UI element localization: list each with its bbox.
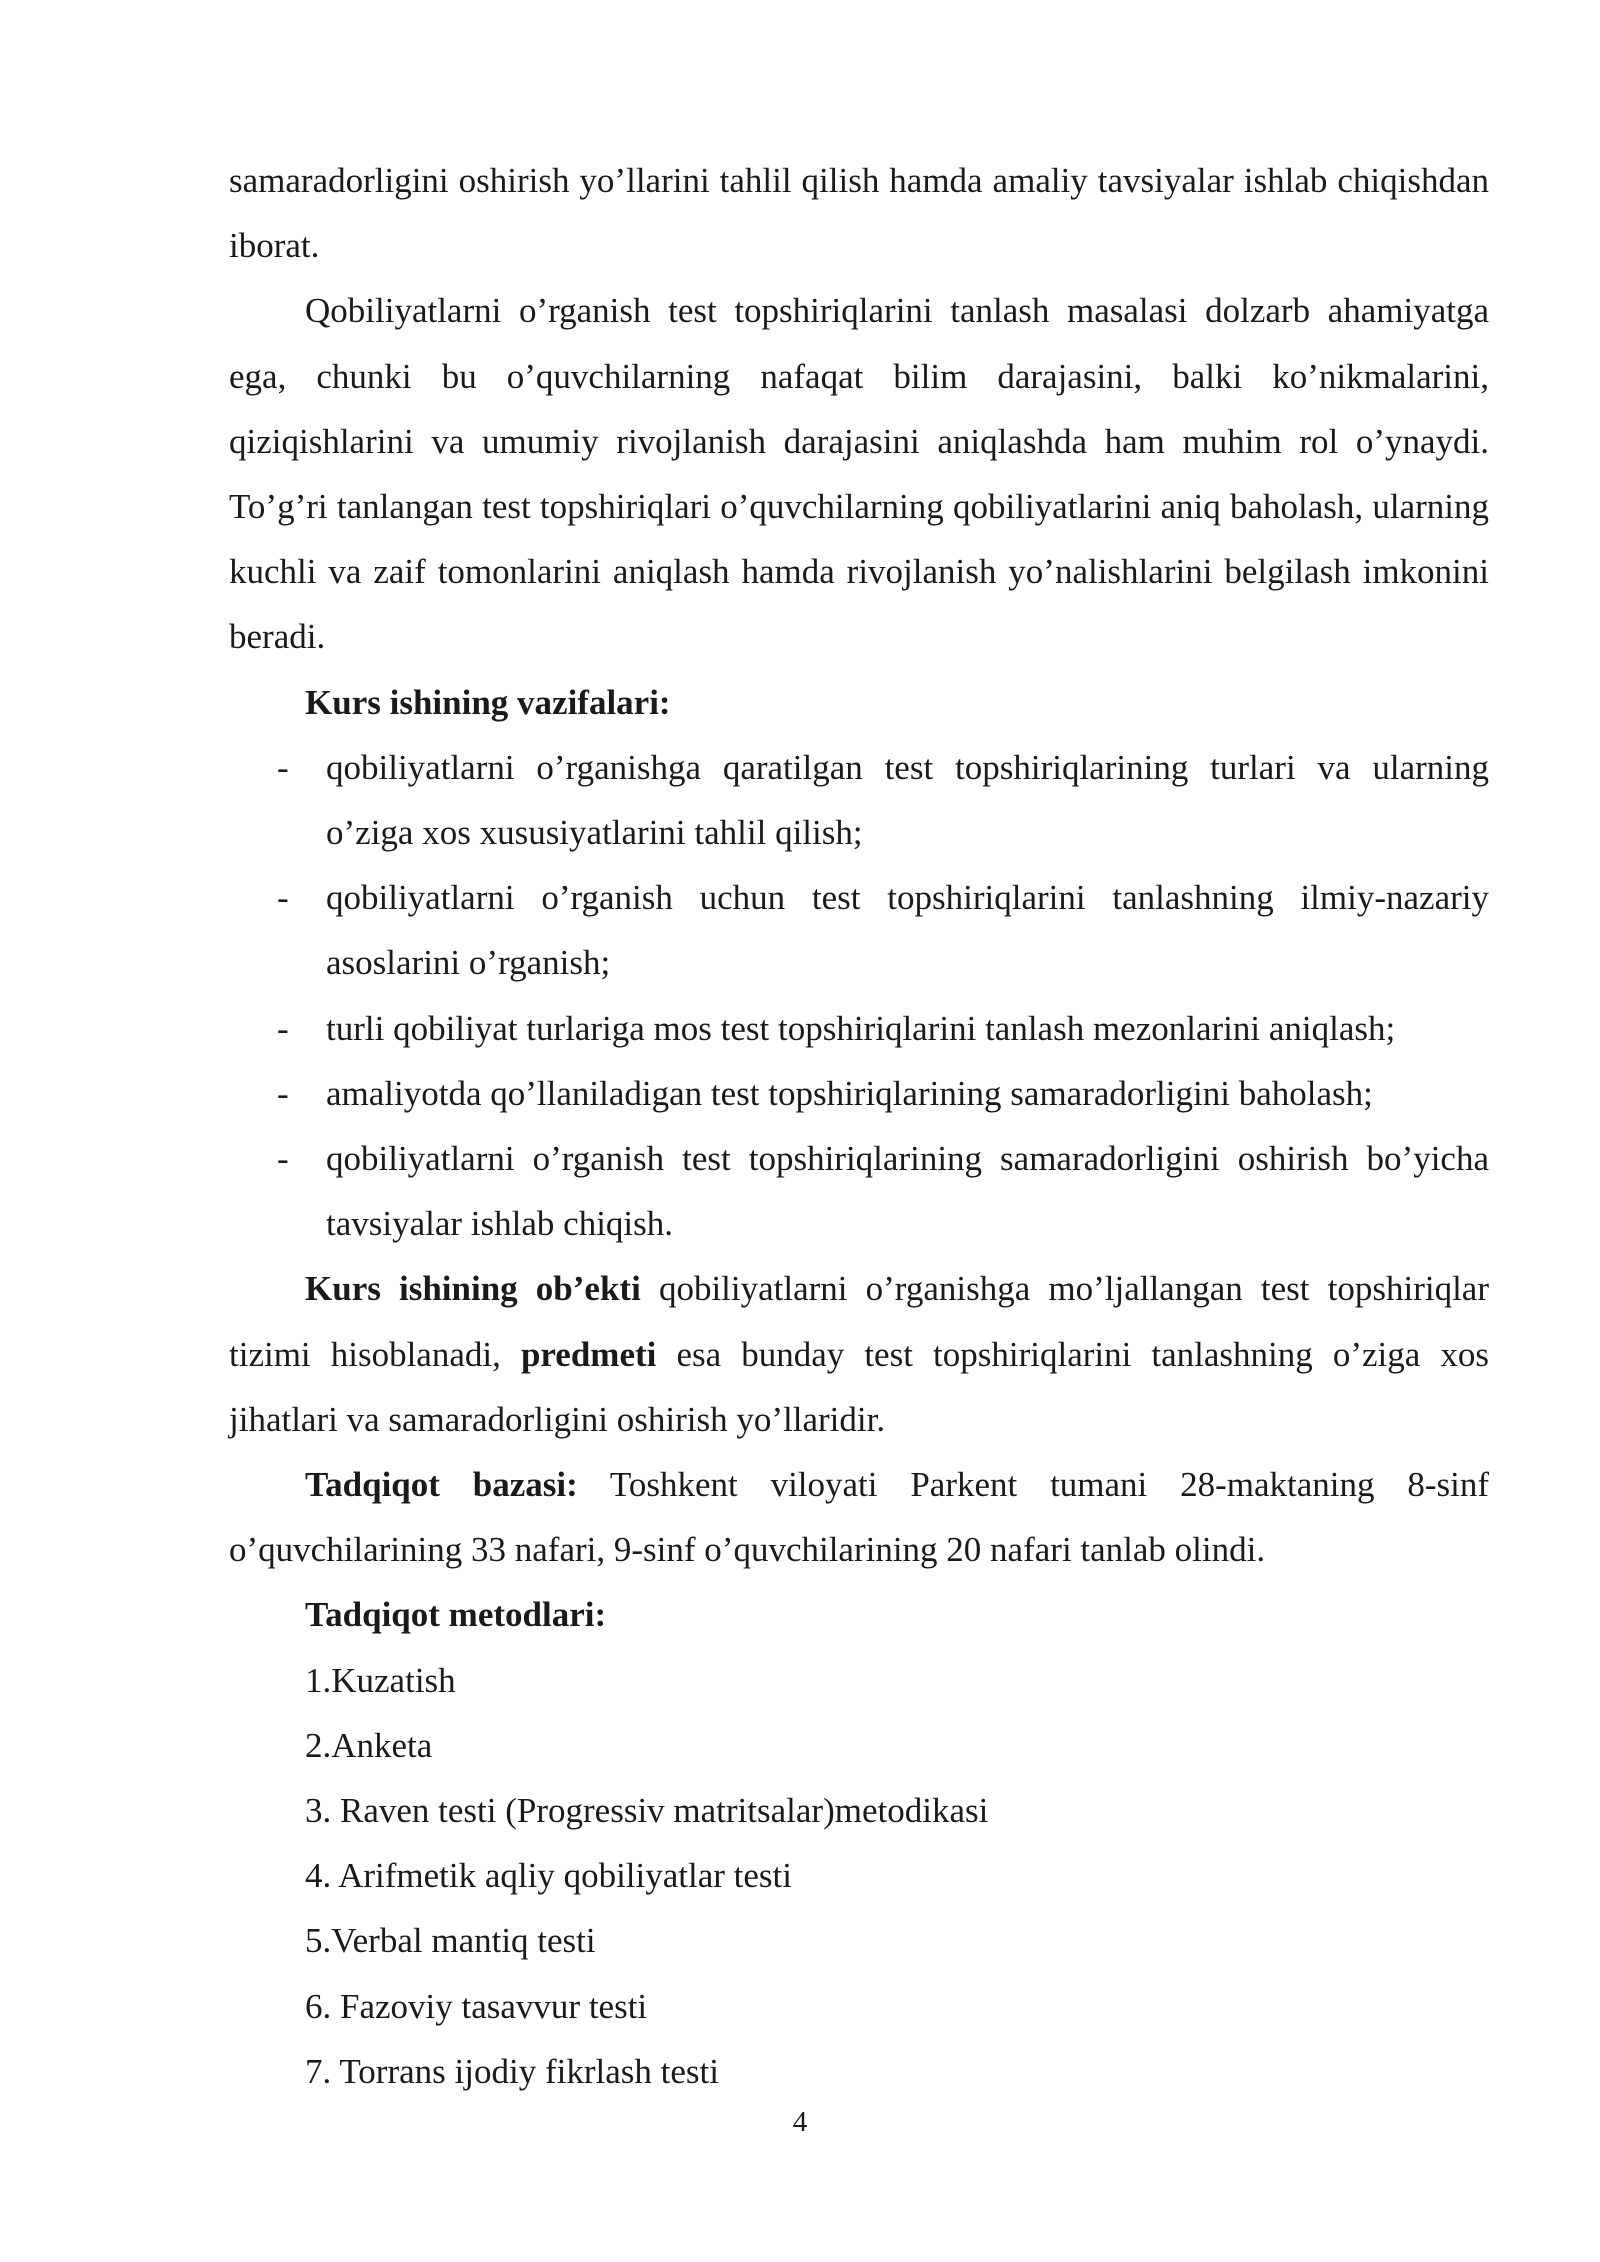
list-dash: -	[277, 878, 289, 918]
task-item	[229, 996, 1489, 1061]
task-item	[229, 1061, 1489, 1126]
method-item: 1.Kuzatish	[305, 1660, 456, 1700]
object-subject-paragraph	[229, 1256, 1489, 1452]
list-dash: -	[277, 1008, 289, 1048]
methods-heading: Tadqiqot metodlari:	[305, 1595, 607, 1635]
task-item-text: qobiliyatlarni o’rganish test topshiriqlarining samaradorligini oshirish bo’yicha tavsiyalar ishlab chiqish.	[326, 1139, 1489, 1244]
intro-continuation-paragraph: samaradorligini oshirish yo’llarini tahlil qilish hamda amaliy tavsiyalar ishlab chiqishdan iborat.	[229, 161, 1489, 266]
method-item: 2.Anketa	[305, 1725, 433, 1765]
subject-label: predmeti	[520, 1334, 657, 1374]
list-dash: -	[277, 1073, 289, 1113]
task-item-text: turli qobiliyat turlariga mos test topshiriqlarini tanlash mezonlarini aniqlash;	[326, 1008, 1396, 1048]
page-number: 4	[792, 2106, 808, 2138]
task-item-text: amaliyotda qo’llaniladigan test topshiriqlarining samaradorligini baholash;	[326, 1073, 1373, 1113]
task-item-text: qobiliyatlarni o’rganish uchun test topshiriqlarini tanlashning ilmiy-nazariy asoslarini o’rganish;	[326, 878, 1489, 983]
methods-list	[229, 1648, 1489, 2104]
relevance-paragraph: Qobiliyatlarni o’rganish test topshiriqlarini tanlash masalasi dolzarb ahamiyatga ega, chunki bu o’quvchilarning nafaqat bilim darajasini, balki ko’nikmalarini, qiziqishlarini va umumiy rivojlanish darajasini aniqlashda ham muhim rol o’ynaydi. To’g’ri tanlangan test topshiriqlari o’quvchilarning qobiliyatlarini aniq baholash, ularning kuchli va zaif tomonlarini aniqlash hamda rivojlanish yo’nalishlarini belgilash imkonini beradi.	[229, 291, 1489, 657]
list-dash: -	[277, 747, 289, 787]
method-item: 7. Torrans ijodiy fikrlash testi	[305, 2051, 719, 2091]
method-item: 4. Arifmetik aqliy qobiliyatlar testi	[305, 1856, 792, 1896]
task-item	[229, 1126, 1489, 1256]
task-item	[229, 865, 1489, 995]
list-dash: -	[277, 1139, 289, 1179]
method-item: 6. Fazoviy tasavvur testi	[305, 1986, 648, 2026]
research-base-paragraph	[229, 1452, 1489, 1582]
research-base-label: Tadqiqot bazasi:	[305, 1465, 578, 1505]
method-item: 3. Raven testi (Progressiv matritsalar)metodikasi	[305, 1791, 989, 1831]
tasks-heading: Kurs ishining vazifalari:	[305, 682, 671, 722]
research-base-text: Toshkent viloyati Parkent tumani 28-maktaning 8-sinf o’quvchilarining 33 nafari, 9-sinf o’quvchilarining 20 nafari tanlab olindi.	[229, 1465, 1489, 1570]
method-item: 5.Verbal mantiq testi	[305, 1921, 596, 1961]
task-item	[229, 735, 1489, 865]
task-item-text: qobiliyatlarni o’rganishga qaratilgan test topshiriqlarining turlari va ularning o’ziga xos xususiyatlarini tahlil qilish;	[326, 747, 1489, 853]
page-content	[229, 148, 1489, 2104]
subject-text: esa bunday test topshiriqlarini tanlashning o’ziga xos jihatlari va samaradorligini oshirish yo’llaridir.	[229, 1334, 1489, 1439]
object-label: Kurs ishining ob’ekti	[305, 1269, 641, 1309]
object-text: qobiliyatlarni o’rganishga mo’ljallangan test topshiriqlar tizimi hisoblanadi,	[229, 1269, 1489, 1374]
tasks-list	[229, 735, 1489, 1257]
